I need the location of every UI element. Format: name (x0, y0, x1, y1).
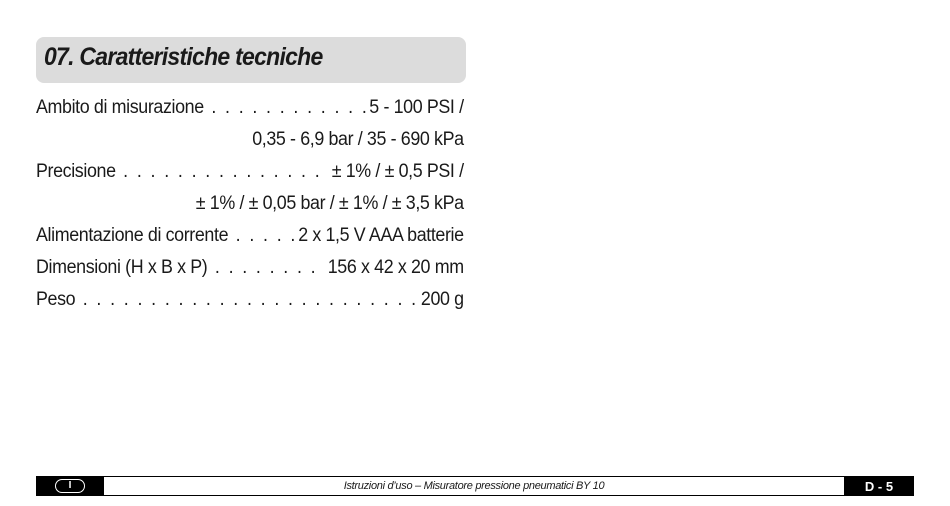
section-heading: 07. Caratteristiche tecniche (44, 43, 323, 71)
spec-label: Dimensioni (H x B x P) (36, 257, 208, 278)
spec-value-cont: ± 1% / ± 0,05 bar / ± 1% / ± 3,5 kPa (195, 193, 464, 214)
leader-dots (83, 289, 417, 311)
spec-list (36, 92, 464, 316)
spec-row-power (36, 220, 464, 252)
spec-row-weight (36, 284, 464, 316)
page-footer (36, 476, 914, 496)
spec-label: Ambito di misurazione (36, 97, 204, 118)
page-number: D - 5 (844, 477, 914, 495)
spec-label: Peso (36, 289, 76, 310)
footer-language-block (36, 477, 104, 495)
leader-dots (236, 225, 295, 247)
spec-row-precision-cont (36, 188, 464, 220)
spec-row-range-cont (36, 124, 464, 156)
spec-row-precision (36, 156, 464, 188)
spec-value: 5 - 100 PSI / (369, 97, 464, 118)
leader-dots (215, 257, 324, 279)
spec-row-dimensions (36, 252, 464, 284)
spec-value: 2 x 1,5 V AAA batterie (298, 225, 464, 246)
section-heading-box (36, 37, 466, 83)
spec-row-range (36, 92, 464, 124)
leader-dots (123, 161, 328, 183)
language-badge: I (55, 479, 85, 493)
spec-label: Alimentazione di corrente (36, 225, 229, 246)
spec-value: 200 g (420, 289, 464, 310)
spec-value-cont: 0,35 - 6,9 bar / 35 - 690 kPa (252, 129, 464, 150)
spec-label: Precisione (36, 161, 116, 182)
leader-dots (211, 97, 365, 119)
spec-value: ± 1% / ± 0,5 PSI / (331, 161, 464, 182)
spec-value: 156 x 42 x 20 mm (327, 257, 464, 278)
footer-title: Istruzioni d’uso – Misuratore pressione pneumatici BY 10 (343, 480, 605, 492)
